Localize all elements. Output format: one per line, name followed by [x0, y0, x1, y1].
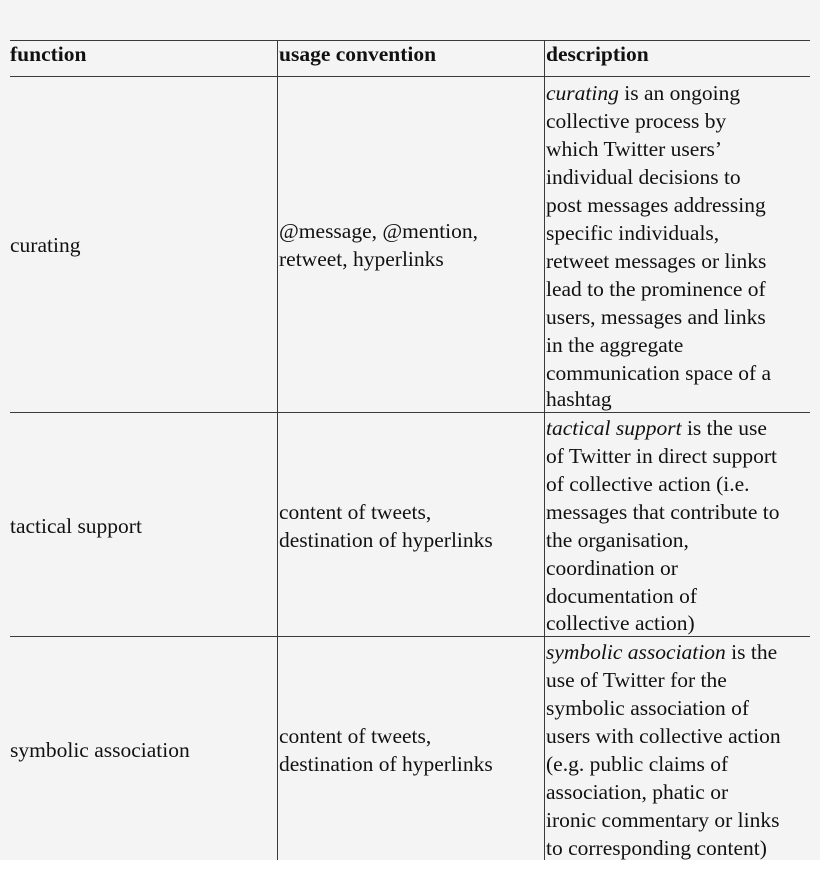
row-curating-description-line-3: which Twitter users’: [546, 137, 723, 161]
row-curating-description-line-9: users, messages and links: [546, 305, 766, 329]
row-curating-description-line-6: specific individuals,: [546, 221, 720, 245]
row-symbolic-association-description-line-1: [546, 638, 777, 666]
row-curating-description-line-1: [546, 79, 740, 107]
row-symbolic-association-description-line-7: ironic commentary or links: [546, 808, 780, 832]
row-symbolic-association-description-text: is the: [725, 640, 778, 664]
row-curating-usage-line-2: retweet, hyperlinks: [279, 247, 444, 271]
row-curating-description-line-4: individual decisions to: [546, 165, 741, 189]
header-usage-convention: usage convention: [279, 42, 437, 66]
row-curating-description-line-12: hashtag: [546, 387, 612, 411]
row-curating-description-line-8: lead to the prominence of: [546, 277, 766, 301]
row-symbolic-association-description-line-8: to corresponding content): [546, 836, 767, 860]
row-symbolic-association-usage-line-1: content of tweets,: [279, 724, 432, 748]
row-curating-description-term: curating: [546, 81, 619, 105]
row-curating-description-line-5: post messages addressing: [546, 193, 766, 217]
header-rule: [10, 76, 810, 77]
row-tactical-support-description-line-7: documentation of: [546, 584, 698, 608]
row-curating-description-text: is an ongoing: [618, 81, 741, 105]
row-tactical-support-description-line-2: of Twitter in direct support: [546, 444, 777, 468]
row-curating-description-line-7: retweet messages or links: [546, 249, 767, 273]
row-symbolic-association-usage-line-2: destination of hyperlinks: [279, 752, 493, 776]
row-tactical-support-usage-line-2: destination of hyperlinks: [279, 528, 493, 552]
row-tactical-support-description-line-6: coordination or: [546, 556, 678, 580]
row-tactical-support-description-line-5: the organisation,: [546, 528, 689, 552]
header-function: function: [10, 42, 87, 66]
bottom-margin: [0, 860, 820, 882]
row-symbolic-association-description-line-2: use of Twitter for the: [546, 668, 727, 692]
row-tactical-support-description-line-3: of collective action (i.e.: [546, 472, 750, 496]
row-symbolic-association-description-line-3: symbolic association of: [546, 696, 750, 720]
row-tactical-support-description-line-8: collective action): [546, 611, 695, 635]
column-divider-1: [277, 40, 278, 860]
row-tactical-support-usage-line-1: content of tweets,: [279, 500, 432, 524]
row-curating-description-line-10: in the aggregate: [546, 333, 684, 357]
row-symbolic-association-function: symbolic association: [10, 738, 190, 762]
row-symbolic-association-description-term: symbolic association: [546, 640, 726, 664]
row-curating-function: curating: [10, 233, 81, 257]
row-curating-description-line-2: collective process by: [546, 109, 727, 133]
row-curating-usage-line-1: @message, @mention,: [279, 219, 479, 243]
row-tactical-support-description-text: is the use: [681, 416, 767, 440]
column-divider-2: [544, 40, 545, 860]
row-curating-description-line-11: communication space of a: [546, 361, 772, 385]
row-symbolic-association-description-line-5: (e.g. public claims of: [546, 752, 729, 776]
header-description: description: [546, 42, 649, 66]
row-tactical-support-description-term: tactical support: [546, 416, 682, 440]
row-symbolic-association-description-line-4: users with collective action: [546, 724, 781, 748]
row-rule-1: [10, 412, 810, 413]
row-symbolic-association-description-line-6: association, phatic or: [546, 780, 729, 804]
row-tactical-support-description-line-4: messages that contribute to: [546, 500, 780, 524]
row-tactical-support-description-line-1: [546, 414, 767, 442]
row-tactical-support-function: tactical support: [10, 514, 142, 538]
